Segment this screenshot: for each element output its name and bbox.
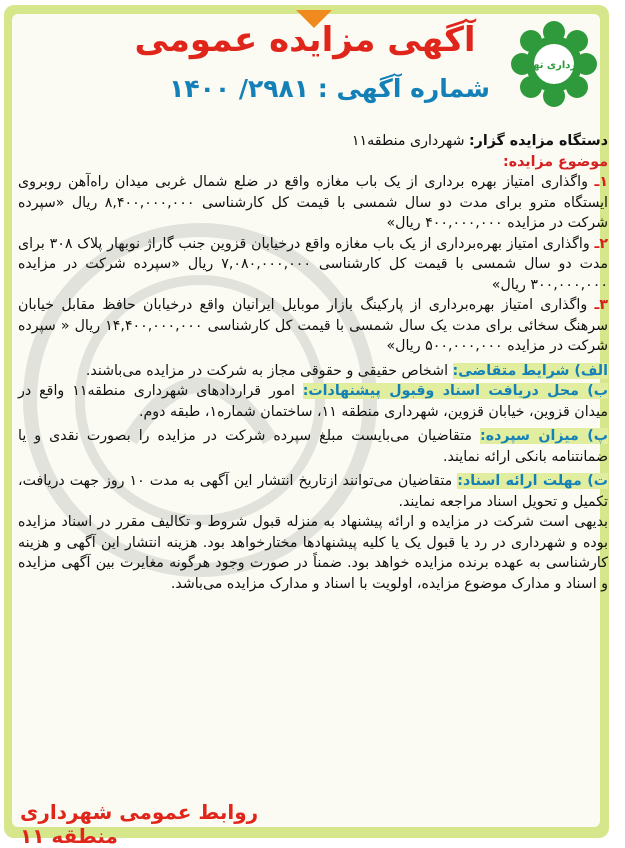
condition-p	[18, 426, 608, 467]
organizer-label: دستگاه مزایده گزار:	[468, 133, 608, 149]
item-number: ۳ـ	[594, 297, 608, 313]
item-text: واگذاری امتیاز بهره‌برداری از یک باب مغازه واقع درخیابان قزوین جنب گاراژ نوبهار پلاک ۳۰۸ برای مدت دو سال شمسی با قیمت کل کارشناسی ۷,۰۸۰,۰۰۰,۰۰۰ ریال «سپرده شرکت در مزایده ۳۰۰,۰۰۰,۰۰۰ ریال»	[18, 235, 608, 293]
subject-line	[18, 152, 608, 173]
condition-b-text: امور قراردادهای شهرداری منطقه۱۱ واقع در میدان قزوین، خیابان قزوین، شهرداری منطقه ۱۱، ساختمان شماره۱، طبقه دوم.	[18, 383, 608, 420]
condition-t-label: ت) مهلت ارائه اسناد:	[457, 473, 608, 489]
notice-number-label: شماره آگهی :	[317, 74, 490, 103]
condition-a-text: اشخاص حقیقی و حقوقی مجاز به شرکت در مزایده می‌باشند.	[85, 362, 449, 379]
organizer-value: شهرداری منطقه۱۱	[351, 133, 465, 149]
item-text: واگذاری امتیاز بهره‌برداری از پارکینگ بازار موبایل ایرانیان واقع درخیابان حافظ مقابل خیابان سرهنگ سخائی برای مدت یک سال شمسی با قیمت کل کارشناسی ۱۴,۴۰۰,۰۰۰,۰۰۰ ریال « سپرده شرکت در مزایده ۵۰۰,۰۰۰,۰۰۰ ریال»	[18, 297, 608, 354]
footer-signature: روابط عمومی شهرداری منطقه ۱۱	[20, 800, 259, 848]
condition-p-label: پ) میزان سپرده:	[480, 428, 608, 444]
condition-t-text: متقاضیان می‌توانند ازتاریخ انتشار این آگهی به مدت ۱۰ روز جهت دریافت، تکمیل و تحویل اسناد مراجعه نمایند.	[18, 473, 608, 510]
item-number: ۱ـ	[594, 174, 608, 190]
tehran-municipality-logo	[508, 18, 600, 110]
condition-p-text: متقاضیان می‌بایست مبلغ سپرده شرکت در مزایده را بصورت نقدی و یا ضمانتنامه بانکی ارائه نمایند.	[18, 428, 608, 465]
closing-paragraph: بدیهی است شرکت در مزایده و ارائه پیشنهاد به منزله قبول شروط و تکالیف مقرر در اسناد مزایده بوده و شهرداری در رد یا قبول یک یا کلیه پیشنهادها مختارخواهد بود. هزینه انتشار این آگهی و هزینه کارشناسی به عهده برنده مزایده خواهد بود. ضمناً در صورت وجود هرگونه مغایرت بین آگهی مزایده و اسناد و مدارک موضوع مزایده، اولویت با اسناد و مدارک مزایده می‌باشد.	[18, 514, 608, 592]
logo-text: شهرداری تهران	[514, 60, 594, 71]
notice-number-value: ۲۹۸۱/ ۱۴۰۰	[169, 74, 310, 103]
condition-b-label: ب) محل دریافت اسناد وقبول پیشنهادات:	[302, 383, 608, 399]
auction-item-3	[18, 295, 608, 357]
condition-a-label: الف) شرایط متقاضی:	[452, 362, 608, 379]
condition-b	[18, 381, 608, 422]
item-text: واگذاری امتیاز بهره برداری از یک باب مغازه واقع در ضلع شمال غربی میدان راه‌آهن روبروی ایستگاه مترو برای مدت دو سال شمسی با قیمت کل کارشناسی ۸,۴۰۰,۰۰۰,۰۰۰ ریال «سپرده شرکت در مزایده ۴۰۰,۰۰۰,۰۰۰ ریال»	[18, 174, 608, 231]
organizer-line	[18, 131, 608, 152]
condition-a	[18, 361, 608, 382]
condition-t	[18, 471, 608, 512]
auction-item-2	[18, 234, 608, 296]
notice-number	[110, 74, 490, 103]
notice-title: آگهی مزایده عمومی	[134, 20, 476, 60]
auction-item-1	[18, 172, 608, 234]
item-number: ۲ـ	[594, 235, 608, 252]
subject-label: موضوع مزایده:	[503, 153, 608, 170]
notice-body	[18, 131, 608, 594]
